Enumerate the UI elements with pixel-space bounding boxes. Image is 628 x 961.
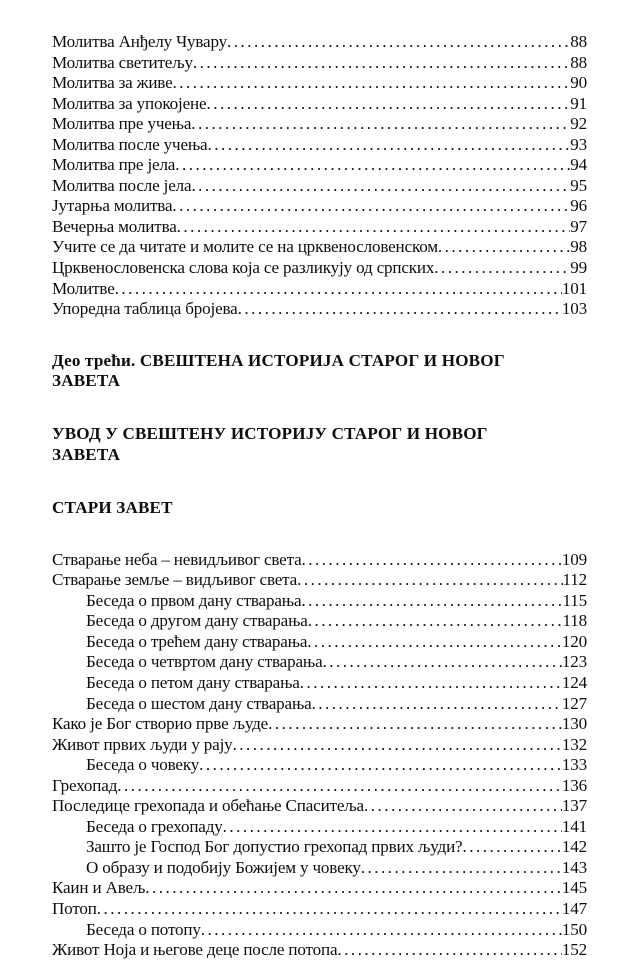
toc-leader-dots xyxy=(177,217,571,238)
toc-entry[interactable] xyxy=(52,591,587,612)
toc-entry-title: Стварање неба – невидљивог света xyxy=(52,549,302,569)
toc-entry-page-number: 112 xyxy=(562,570,587,590)
toc-entry-page-number: 132 xyxy=(561,734,587,754)
spacer-before-part-three-heading xyxy=(52,320,587,351)
toc-leader-dots xyxy=(364,796,562,817)
toc-leader-dots xyxy=(312,694,562,715)
toc-leader-dots xyxy=(297,570,562,591)
toc-entry[interactable] xyxy=(52,920,587,941)
toc-entry-title: Каин и Авељ xyxy=(52,878,146,898)
toc-entry-title: Упоредна таблица бројева xyxy=(52,299,238,319)
toc-entry[interactable] xyxy=(52,837,587,858)
table-of-contents xyxy=(52,32,587,961)
toc-entry[interactable] xyxy=(52,940,587,961)
toc-entry[interactable] xyxy=(52,73,587,94)
toc-entry[interactable] xyxy=(52,155,587,176)
toc-entry-page-number: 95 xyxy=(570,175,587,195)
toc-entry-title: Живот првих људи у рају xyxy=(52,734,233,754)
toc-leader-dots xyxy=(201,920,562,941)
toc-entry[interactable] xyxy=(52,714,587,735)
heading-old-testament: СТАРИ ЗАВЕТ xyxy=(52,498,173,518)
toc-entry-title: Молитва за живе xyxy=(52,73,173,93)
toc-entry-page-number: 118 xyxy=(562,611,587,631)
toc-entry-page-number: 150 xyxy=(561,919,587,939)
toc-leader-dots xyxy=(193,53,570,74)
toc-entry-title: Молитва после учења xyxy=(52,134,208,154)
toc-entry-title: Беседа о првом дану стварања xyxy=(86,590,302,610)
toc-entry-page-number: 99 xyxy=(570,258,587,278)
toc-entry[interactable] xyxy=(52,237,587,258)
toc-entry-page-number: 96 xyxy=(570,196,587,216)
toc-leader-dots xyxy=(307,632,562,653)
toc-entry-page-number: 92 xyxy=(570,114,587,134)
toc-entry[interactable] xyxy=(52,755,587,776)
toc-entry-title: Беседа о четвртом дану стварања xyxy=(86,652,323,672)
toc-leader-dots xyxy=(300,673,562,694)
toc-entry-title: Потоп xyxy=(52,898,97,918)
toc-leader-dots xyxy=(462,837,561,858)
toc-entry-title: Како је Бог створио прве људе xyxy=(52,714,269,734)
toc-entry-page-number: 124 xyxy=(561,672,587,692)
toc-entry-page-number: 145 xyxy=(561,878,587,898)
toc-entry-title: Грехопад xyxy=(52,775,118,795)
toc-entry-title: Беседа о грехопаду xyxy=(86,816,223,836)
toc-entry[interactable] xyxy=(52,53,587,74)
toc-entry[interactable] xyxy=(52,279,587,300)
toc-entry-title: Беседа о трећем дану стварања xyxy=(86,631,308,651)
toc-leader-dots xyxy=(268,714,562,735)
toc-leader-dots xyxy=(199,755,562,776)
spacer-after-old-testament-heading xyxy=(52,519,587,550)
toc-entry-title: Молитва Анђелу Чувару xyxy=(52,32,228,51)
toc-entry[interactable] xyxy=(52,632,587,653)
toc-leader-dots xyxy=(361,858,562,879)
toc-entry-title: Зашто је Господ Бог допустио грехопад првих људи? xyxy=(86,837,463,857)
toc-leader-dots xyxy=(207,135,570,156)
toc-entry-page-number: 133 xyxy=(561,755,587,775)
toc-entry[interactable] xyxy=(52,114,587,135)
toc-leader-dots xyxy=(438,237,570,258)
toc-entry[interactable] xyxy=(52,550,587,571)
toc-leader-dots xyxy=(238,299,562,320)
toc-leader-dots xyxy=(175,155,570,176)
toc-entry[interactable] xyxy=(52,817,587,838)
toc-leader-dots xyxy=(337,940,561,961)
toc-entry[interactable] xyxy=(52,652,587,673)
toc-entry-page-number: 142 xyxy=(561,837,587,857)
toc-leader-dots xyxy=(145,878,562,899)
toc-entry[interactable] xyxy=(52,673,587,694)
toc-entry-page-number: 141 xyxy=(561,816,587,836)
toc-leader-dots xyxy=(117,776,562,797)
toc-entry[interactable] xyxy=(52,899,587,920)
toc-entry-page-number: 103 xyxy=(561,299,587,319)
toc-entry-title: Беседа о потопу xyxy=(86,919,201,939)
toc-entry-page-number: 143 xyxy=(561,857,587,877)
toc-leader-dots xyxy=(173,73,571,94)
toc-entry[interactable] xyxy=(52,878,587,899)
toc-leader-dots xyxy=(191,114,570,135)
toc-entry-title: Молитве xyxy=(52,278,115,298)
toc-leader-dots xyxy=(97,899,562,920)
toc-entry-page-number: 98 xyxy=(570,237,587,257)
toc-entry[interactable] xyxy=(52,735,587,756)
toc-entry-title: Беседа о човеку xyxy=(86,755,200,775)
toc-entry-title: Беседа о другом дану стварања xyxy=(86,611,308,631)
toc-entry-page-number: 109 xyxy=(561,549,587,569)
toc-entry[interactable] xyxy=(52,694,587,715)
toc-entry[interactable] xyxy=(52,135,587,156)
toc-leader-dots xyxy=(206,94,570,115)
toc-entry-title: Учите се да читате и молите се на црквенословенском xyxy=(52,237,438,257)
toc-entry-page-number: 123 xyxy=(561,652,587,672)
toc-entry[interactable] xyxy=(52,299,587,320)
toc-entry-page-number: 101 xyxy=(561,278,587,298)
toc-entry[interactable] xyxy=(52,196,587,217)
toc-entry-page-number: 120 xyxy=(561,631,587,651)
toc-entry[interactable] xyxy=(52,611,587,632)
toc-entry-title: Беседа о шестом дану стварања xyxy=(86,693,312,713)
toc-entry-title: Вечерња молитва xyxy=(52,216,177,236)
toc-leader-dots xyxy=(227,32,570,53)
toc-entry-page-number: 137 xyxy=(561,796,587,816)
toc-entry-title: Молитва светитељу xyxy=(52,52,193,72)
toc-entry-page-number: 88 xyxy=(570,32,587,51)
toc-entry-page-number: 136 xyxy=(561,775,587,795)
toc-entry-title: Црквенословенска слова која се разликују од српских xyxy=(52,258,435,278)
toc-leader-dots xyxy=(301,591,562,612)
toc-leader-dots xyxy=(191,176,570,197)
toc-entry-page-number: 94 xyxy=(570,155,587,175)
toc-leader-dots xyxy=(172,196,570,217)
toc-entry-page-number: 93 xyxy=(570,134,587,154)
toc-entry-title: Живот Ноја и његове деце после потопа xyxy=(52,940,338,960)
toc-entry-title: Стварање земље – видљивог света xyxy=(52,570,298,590)
toc-entry-title: Беседа о петом дану стварања xyxy=(86,672,300,692)
toc-entry-page-number: 88 xyxy=(570,52,587,72)
spacer-before-old-testament-heading xyxy=(52,465,587,498)
toc-entry[interactable] xyxy=(52,32,587,53)
toc-leader-dots xyxy=(323,652,562,673)
toc-entry-page-number: 97 xyxy=(570,216,587,236)
toc-leader-dots xyxy=(302,550,562,571)
toc-section-old-testament xyxy=(52,550,587,961)
toc-leader-dots xyxy=(233,735,562,756)
toc-entry[interactable] xyxy=(52,94,587,115)
toc-section-prayers xyxy=(52,32,587,320)
toc-entry-title: Молитва пре јела xyxy=(52,155,176,175)
toc-entry-title: Јутарња молитва xyxy=(52,196,173,216)
toc-entry-title: Молитва пре учења xyxy=(52,114,192,134)
toc-entry[interactable] xyxy=(52,258,587,279)
heading-introduction: УВОД У СВЕШТЕНУ ИСТОРИЈУ СТАРОГ И НОВОГ ЗАВЕТА xyxy=(52,424,488,464)
toc-entry-title: Последице грехопада и обећање Спаситеља xyxy=(52,796,364,816)
toc-entry-page-number: 115 xyxy=(562,590,587,610)
heading-part-three: Део трећи. СВЕШТЕНА ИСТОРИЈА СТАРОГ И НОВОГ ЗАВЕТА xyxy=(52,350,505,391)
toc-leader-dots xyxy=(115,279,562,300)
toc-entry[interactable] xyxy=(52,776,587,797)
toc-leader-dots xyxy=(308,611,563,632)
toc-entry[interactable] xyxy=(52,217,587,238)
toc-entry-title: О образу и подобију Божијем у човеку xyxy=(86,857,361,877)
toc-entry[interactable] xyxy=(52,858,587,879)
toc-entry-page-number: 127 xyxy=(561,693,587,713)
toc-leader-dots xyxy=(223,817,562,838)
toc-entry[interactable] xyxy=(52,570,587,591)
toc-entry-page-number: 147 xyxy=(561,898,587,918)
toc-entry-page-number: 152 xyxy=(561,940,587,960)
toc-entry-page-number: 90 xyxy=(570,73,587,93)
toc-entry[interactable] xyxy=(52,176,587,197)
spacer-before-intro-heading xyxy=(52,391,587,424)
toc-entry-page-number: 91 xyxy=(570,93,587,113)
toc-entry-title: Молитва после јела xyxy=(52,175,192,195)
toc-entry-page-number: 130 xyxy=(561,714,587,734)
toc-leader-dots xyxy=(434,258,570,279)
toc-entry[interactable] xyxy=(52,796,587,817)
toc-entry-title: Молитва за упокојене xyxy=(52,93,207,113)
